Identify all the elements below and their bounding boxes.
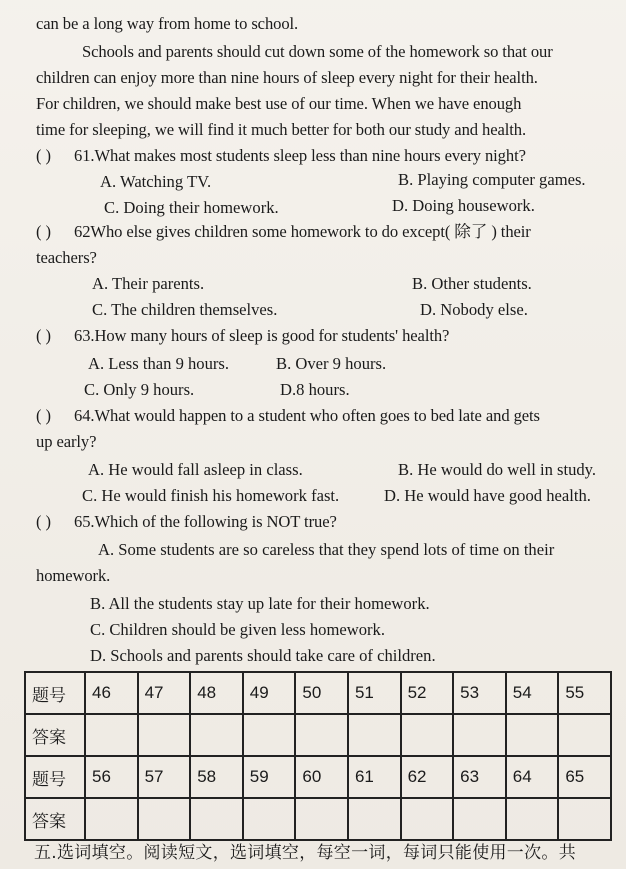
q65-option-d: D. Schools and parents should take care of children. [90,646,436,665]
q64-option-b: B. He would do well in study. [398,460,597,479]
table-cell: 55 [558,672,611,714]
q64-option-a: A. He would fall asleep in class. [88,460,303,479]
table-cell: 50 [295,672,348,714]
q61-option-b: B. Playing computer games. [398,170,586,189]
passage-line-2: Schools and parents should cut down some of the homework so that our [82,42,553,61]
label-question-number: 题号 [25,756,85,798]
passage-line-4: For children, we should make best use of our time. When we have enough [36,94,522,113]
answer-cell-57[interactable] [138,798,191,840]
answer-cell-49[interactable] [243,714,296,756]
table-row [25,798,611,840]
passage-line-1: can be a long way from home to school. [36,14,299,33]
table-cell: 64 [506,756,559,798]
q64-option-d: D. He would have good health. [384,486,591,505]
answer-cell-47[interactable] [138,714,191,756]
question-61 [36,146,526,166]
q61-option-c: C. Doing their homework. [104,198,279,217]
q65-option-a: A. Some students are so careless that they spend lots of time on their [98,540,555,559]
table-cell: 63 [453,756,506,798]
table-cell: 62 [401,756,454,798]
label-answer: 答案 [25,714,85,756]
section-5-heading: 五.选词填空。阅读短文，选词填空，每空一词，每词只能使用一次。共 [34,843,577,863]
answer-blank-63[interactable]: ( ) [36,326,51,345]
table-cell: 51 [348,672,401,714]
table-cell: 58 [190,756,243,798]
q62-option-c: C. The children themselves. [92,300,278,319]
answer-cell-62[interactable] [401,798,454,840]
answer-cell-53[interactable] [453,714,506,756]
q63-option-b: B. Over 9 hours. [276,354,387,373]
answer-cell-48[interactable] [190,714,243,756]
table-cell: 60 [295,756,348,798]
answer-cell-50[interactable] [295,714,348,756]
answer-cell-58[interactable] [190,798,243,840]
table-cell: 61 [348,756,401,798]
answer-cell-46[interactable] [85,714,138,756]
question-64-text-cont: up early? [36,432,97,451]
answer-cell-59[interactable] [243,798,296,840]
table-cell: 56 [85,756,138,798]
table-row [25,756,611,798]
q65-option-c: C. Children should be given less homework. [90,620,385,639]
table-cell: 59 [243,756,296,798]
question-63-text: 63.How many hours of sleep is good for students' health? [74,326,450,345]
question-62 [36,222,531,242]
passage-line-3: children can enjoy more than nine hours of sleep every night for their health. [36,68,538,87]
answer-cell-60[interactable] [295,798,348,840]
answer-blank-62[interactable]: ( ) [36,222,51,241]
answer-cell-64[interactable] [506,798,559,840]
table-cell: 47 [138,672,191,714]
answer-blank-61[interactable]: ( ) [36,146,51,165]
question-61-text: 61.What makes most students sleep less than nine hours every night? [74,146,526,165]
table-cell: 54 [506,672,559,714]
table-cell: 46 [85,672,138,714]
question-62-text-cont: teachers? [36,248,97,267]
answer-blank-64[interactable]: ( ) [36,406,51,425]
q63-option-c: C. Only 9 hours. [84,380,195,399]
question-62-text: 62Who else gives children some homework to do except( 除了 ) their [74,222,531,241]
label-question-number: 题号 [25,672,85,714]
answer-cell-61[interactable] [348,798,401,840]
table-cell: 65 [558,756,611,798]
table-cell: 49 [243,672,296,714]
q61-option-a: A. Watching TV. [100,172,212,191]
answer-cell-63[interactable] [453,798,506,840]
q65-option-a-cont: homework. [36,566,111,585]
question-65 [36,512,337,532]
table-row [25,672,611,714]
answer-blank-65[interactable]: ( ) [36,512,51,531]
q63-option-d: D.8 hours. [280,380,350,399]
question-65-text: 65.Which of the following is NOT true? [74,512,337,531]
question-64 [36,406,540,426]
table-row [25,714,611,756]
table-cell: 57 [138,756,191,798]
answer-cell-54[interactable] [506,714,559,756]
table-cell: 53 [453,672,506,714]
answer-cell-56[interactable] [85,798,138,840]
q61-option-d: D. Doing housework. [392,196,535,215]
question-63 [36,326,449,346]
answer-cell-65[interactable] [558,798,611,840]
q62-option-d: D. Nobody else. [420,300,528,319]
q62-option-b: B. Other students. [412,274,532,293]
label-answer: 答案 [25,798,85,840]
q62-option-a: A. Their parents. [92,274,205,293]
table-cell: 48 [190,672,243,714]
answer-cell-51[interactable] [348,714,401,756]
answer-table [24,671,612,841]
answer-cell-52[interactable] [401,714,454,756]
q65-option-b: B. All the students stay up late for their homework. [90,594,430,613]
answer-cell-55[interactable] [558,714,611,756]
question-64-text: 64.What would happen to a student who often goes to bed late and gets [74,406,540,425]
q64-option-c: C. He would finish his homework fast. [82,486,340,505]
q63-option-a: A. Less than 9 hours. [88,354,230,373]
table-cell: 52 [401,672,454,714]
passage-line-5: time for sleeping, we will find it much better for both our study and health. [36,120,526,139]
